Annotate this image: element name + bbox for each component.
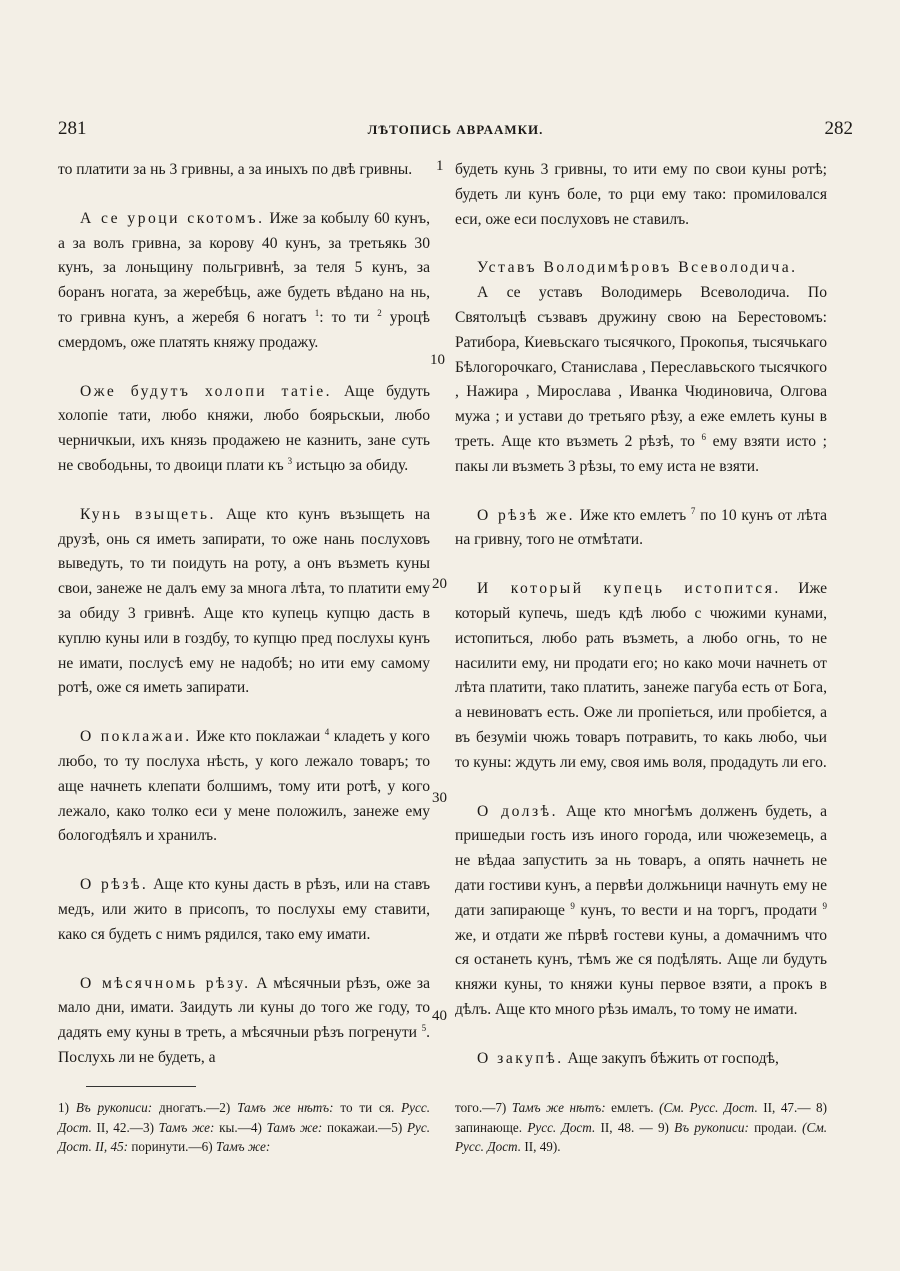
paragraph bbox=[58, 873, 430, 947]
footnote-text: 8) запинающе. bbox=[455, 1100, 828, 1135]
paragraph-text: Иже который купечь, шедъ кдѣ любо с чюжими кунами, истопиться, любо рать възметь, а любо огнь, то не насилити ему, ни продати его; но како мочи начнеть от лѣта платити, тако платить, занеже пагуба есть от Бога, а невиноватъ есть. Оже ли пропіеться, или пробіется, а въ безуміи чюжь товаръ потравить, то какь любо, чьи то куны: ждуть ли ему, своя имь воля, продадуть ли его. bbox=[455, 580, 828, 771]
section-title: Кунь взыщеть. bbox=[80, 505, 216, 523]
footnotes-right bbox=[455, 1098, 827, 1157]
footnote-ref: 5 bbox=[421, 1022, 427, 1033]
footnote-source: Тамъ же нѣтъ: bbox=[237, 1100, 334, 1115]
paragraph-text: истьцю за обиду. bbox=[295, 456, 409, 474]
paragraph: будеть кунь 3 гривны, то ити ему по свои куны ротѣ; будеть ли кунъ боле, то рци ему тако: промиловался еси, оже еси послуховъ не ставилъ. bbox=[455, 161, 827, 228]
paragraph bbox=[455, 1047, 827, 1072]
footnote-reference: Русс. Дост. bbox=[58, 1100, 430, 1135]
paragraph-text: Аще закупъ бѣжить от господѣ, bbox=[567, 1049, 779, 1067]
section-title: Уставъ Володимѣровъ Всеволодича. bbox=[477, 259, 798, 277]
paragraph-text: Аще кто куны дасть в рѣзъ, или на ставъ медъ, или жито в присопъ, то послухы ему ставити, како ся будеть с нимъ рядился, тако ему имати. bbox=[58, 876, 431, 943]
section-title: О долзѣ. bbox=[477, 802, 558, 820]
footnote-ref: 3 bbox=[287, 455, 293, 466]
paragraph bbox=[455, 281, 827, 479]
line-number: 30 bbox=[432, 790, 447, 806]
paragraph bbox=[58, 380, 430, 479]
section-title: О мѣсячномь рѣзу. bbox=[80, 974, 251, 992]
paragraph bbox=[455, 504, 827, 554]
paragraph bbox=[58, 972, 430, 1071]
section-title: О поклажаи. bbox=[80, 728, 192, 746]
footnote-source: Въ рукописи: bbox=[75, 1100, 153, 1115]
footnote-text: II, 48. — 9) bbox=[600, 1119, 669, 1135]
line-number: 40 bbox=[432, 1008, 447, 1024]
footnotes-left bbox=[58, 1098, 430, 1157]
footnote-ref: 9 bbox=[570, 900, 575, 911]
paragraph-text: Аще будуть холопіе тати, любо княжи, любо боярьскыи, любо черничкыи, ихъ князь продажею не казнить, зане суть не свободьны, то двоици плати къ bbox=[58, 382, 430, 474]
footnote-text: того.—7) bbox=[455, 1100, 507, 1115]
footnote-text: продаи. bbox=[754, 1119, 797, 1135]
paragraph-text: Иже за кобылу 60 кунъ, а за волъ гривна, за корову 40 кунъ, за третьякь 30 кунъ, за лоньщину польгривнѣ, за теля 5 кунъ, за боранъ ногата, за жеребѣць, аже будеть вѣдано на нь, то гривна кунъ, а жеребя 6 ногатъ bbox=[58, 209, 430, 326]
paragraph-text: Иже кто емлетъ bbox=[579, 506, 687, 524]
paragraph bbox=[58, 725, 430, 849]
footnote-text: поринути.—6) bbox=[131, 1139, 213, 1154]
paragraph-text: : то ти bbox=[319, 308, 370, 326]
footnote-ref: 9 bbox=[822, 900, 827, 911]
footnote-text: кы.—4) bbox=[219, 1119, 262, 1135]
line-number: 20 bbox=[432, 576, 447, 592]
page-header bbox=[58, 118, 853, 148]
footnote-ref: 4 bbox=[324, 726, 330, 737]
paragraph bbox=[58, 503, 430, 701]
paragraph-text: А се уставъ Володимерь Всеволодича. По Святолъцѣ съзвавъ дружину свою на Берестовомъ: Ратибора, Киевьскаго тысячкого, Прокопья, тысячькаго Бѣлогорочкаго, Станислава , Переславьского тысячкого , Нажира , Мирослава , Иванка Чюдиновича, Олгова мужа ; и устави до третьяго рѣзу, а еже емлеть куны в треть. Аще кто възметь 2 рѣзѣ, то bbox=[455, 284, 827, 450]
paragraph-text: урoцѣ смердомъ, оже платять княжу продажу. bbox=[58, 308, 430, 351]
page-number-right: 282 bbox=[824, 118, 853, 139]
section-title: Оже будутъ холопи татіе. bbox=[80, 382, 333, 400]
footnote-text: II, 47.— bbox=[763, 1100, 811, 1115]
paragraph-text: по 10 кунъ от лѣта на гривну, того не отмѣтати. bbox=[455, 506, 828, 549]
paragraph-text: А мѣсячныи рѣзъ, оже за мало дни, имати. Заидуть ли куны до того же году, то дадять ему куны в треть, а мѣсячныи рѣзъ погренути bbox=[58, 974, 430, 1042]
footnote-ref: 2 bbox=[377, 307, 382, 318]
section-title: А се уроци скотомъ. bbox=[80, 209, 265, 227]
page-number-left: 281 bbox=[58, 118, 87, 139]
footnote-source: Тамъ же: bbox=[158, 1119, 215, 1135]
paragraph-text: Иже кто поклажаи bbox=[196, 728, 321, 746]
section-title: О рѣзѣ. bbox=[80, 876, 149, 894]
section-title: О рѣзѣ же. bbox=[477, 506, 576, 524]
paragraph-text: кунъ, то вести и на торгъ, продати bbox=[580, 901, 818, 919]
footnote-ref: 7 bbox=[690, 505, 696, 516]
paragraph-text: ему взяти исто ; пакы ли възметь 3 рѣзы, то ему иста не взяти. bbox=[455, 432, 827, 475]
line-number: 10 bbox=[430, 352, 445, 368]
section-heading bbox=[455, 256, 827, 281]
footnote-text: II, 49). bbox=[524, 1139, 561, 1154]
footnote-reference: Рус. Дост. II, 45: bbox=[58, 1119, 431, 1154]
footnote-number: 1) bbox=[58, 1100, 69, 1115]
paragraph-text: . Послухь ли не будеть, а bbox=[58, 1024, 431, 1066]
paragraph-text: Аще кто многѣмъ долженъ будеть, а пришедыи гость изъ иного города, или чюжеземець, а не вѣдаа запустить за нь товаръ, а опять начнеть не дати гостиви кунъ, а первѣи должьници начнуть ему не дати запирающе bbox=[455, 802, 827, 919]
footnote-divider bbox=[86, 1086, 196, 1087]
footnote-text: дногатъ.—2) bbox=[158, 1100, 231, 1115]
paragraph: то платити за нь 3 гривны, а за иныхъ по двѣ гривны. bbox=[58, 161, 413, 178]
footnote-text: покажаи.—5) bbox=[327, 1119, 403, 1135]
paragraph bbox=[455, 577, 827, 775]
footnote-ref: 1 bbox=[314, 307, 320, 318]
footnote-text: II, 42.—3) bbox=[96, 1119, 154, 1135]
section-title: И который купець истопится. bbox=[477, 580, 781, 598]
line-number: 1 bbox=[436, 158, 444, 174]
section-title: О закупѣ. bbox=[477, 1049, 564, 1067]
right-column bbox=[455, 158, 827, 1072]
footnote-source: Тамъ же: bbox=[215, 1139, 271, 1154]
footnote-text: емлетъ. bbox=[611, 1100, 654, 1115]
footnote-reference: Русс. Дост. bbox=[527, 1119, 596, 1135]
paragraph bbox=[58, 207, 430, 356]
footnote-text: то ти ся. bbox=[340, 1100, 395, 1115]
footnote-source: Тамъ же нѣтъ: bbox=[511, 1100, 606, 1115]
running-title: ЛѢТОПИСЬ АВРААМКИ. bbox=[367, 122, 544, 137]
footnote-reference: (См. Русс. Дост. bbox=[659, 1100, 758, 1115]
footnote-source: Въ рукописи: bbox=[674, 1119, 749, 1135]
paragraph bbox=[455, 800, 827, 1023]
paragraph-text: же, и отдати же пѣрвѣ гостеви куны, а домачнимъ что ся останеть кунъ, тѣмъ же ся подѣлять. Аще ли будуть княжи куны, то княжи куны первое взяти, а прокъ в дѣлъ. Аще кто много рѣзь ималъ, то тому не имати. bbox=[455, 926, 827, 1018]
left-column bbox=[58, 158, 430, 1071]
footnote-ref: 6 bbox=[701, 431, 707, 442]
footnote-source: Тамъ же: bbox=[266, 1119, 323, 1135]
paragraph-text: Аще кто кунъ възыщеть на друзѣ, онь ся иметь запирати, то оже нань послуховъ выведуть, то ти поидуть на роту, а онъ възметь куны свои, занеже не далъ ему за многа лѣта, то платити ему за обиду 3 гривнѣ. Аще кто купець купцю дасть в куплю куны или в гоздбу, то купцю пред послухы кунъ не имати, послусѣ ему не надобѣ; но ити ему самому ротѣ, оже ся иметь запирати. bbox=[58, 505, 430, 697]
footnote-reference: (См. Русс. Дост. bbox=[455, 1119, 828, 1154]
paragraph-text: кладеть у кого любо, то ту послуха нѣсть, у кого лежало товаръ; то аще начнеть клепати болшимъ, тому ити ротѣ, у кого лежало, како толко еси у мене положилъ, занеже ему бологодѣялъ и хранилъ. bbox=[58, 728, 430, 845]
